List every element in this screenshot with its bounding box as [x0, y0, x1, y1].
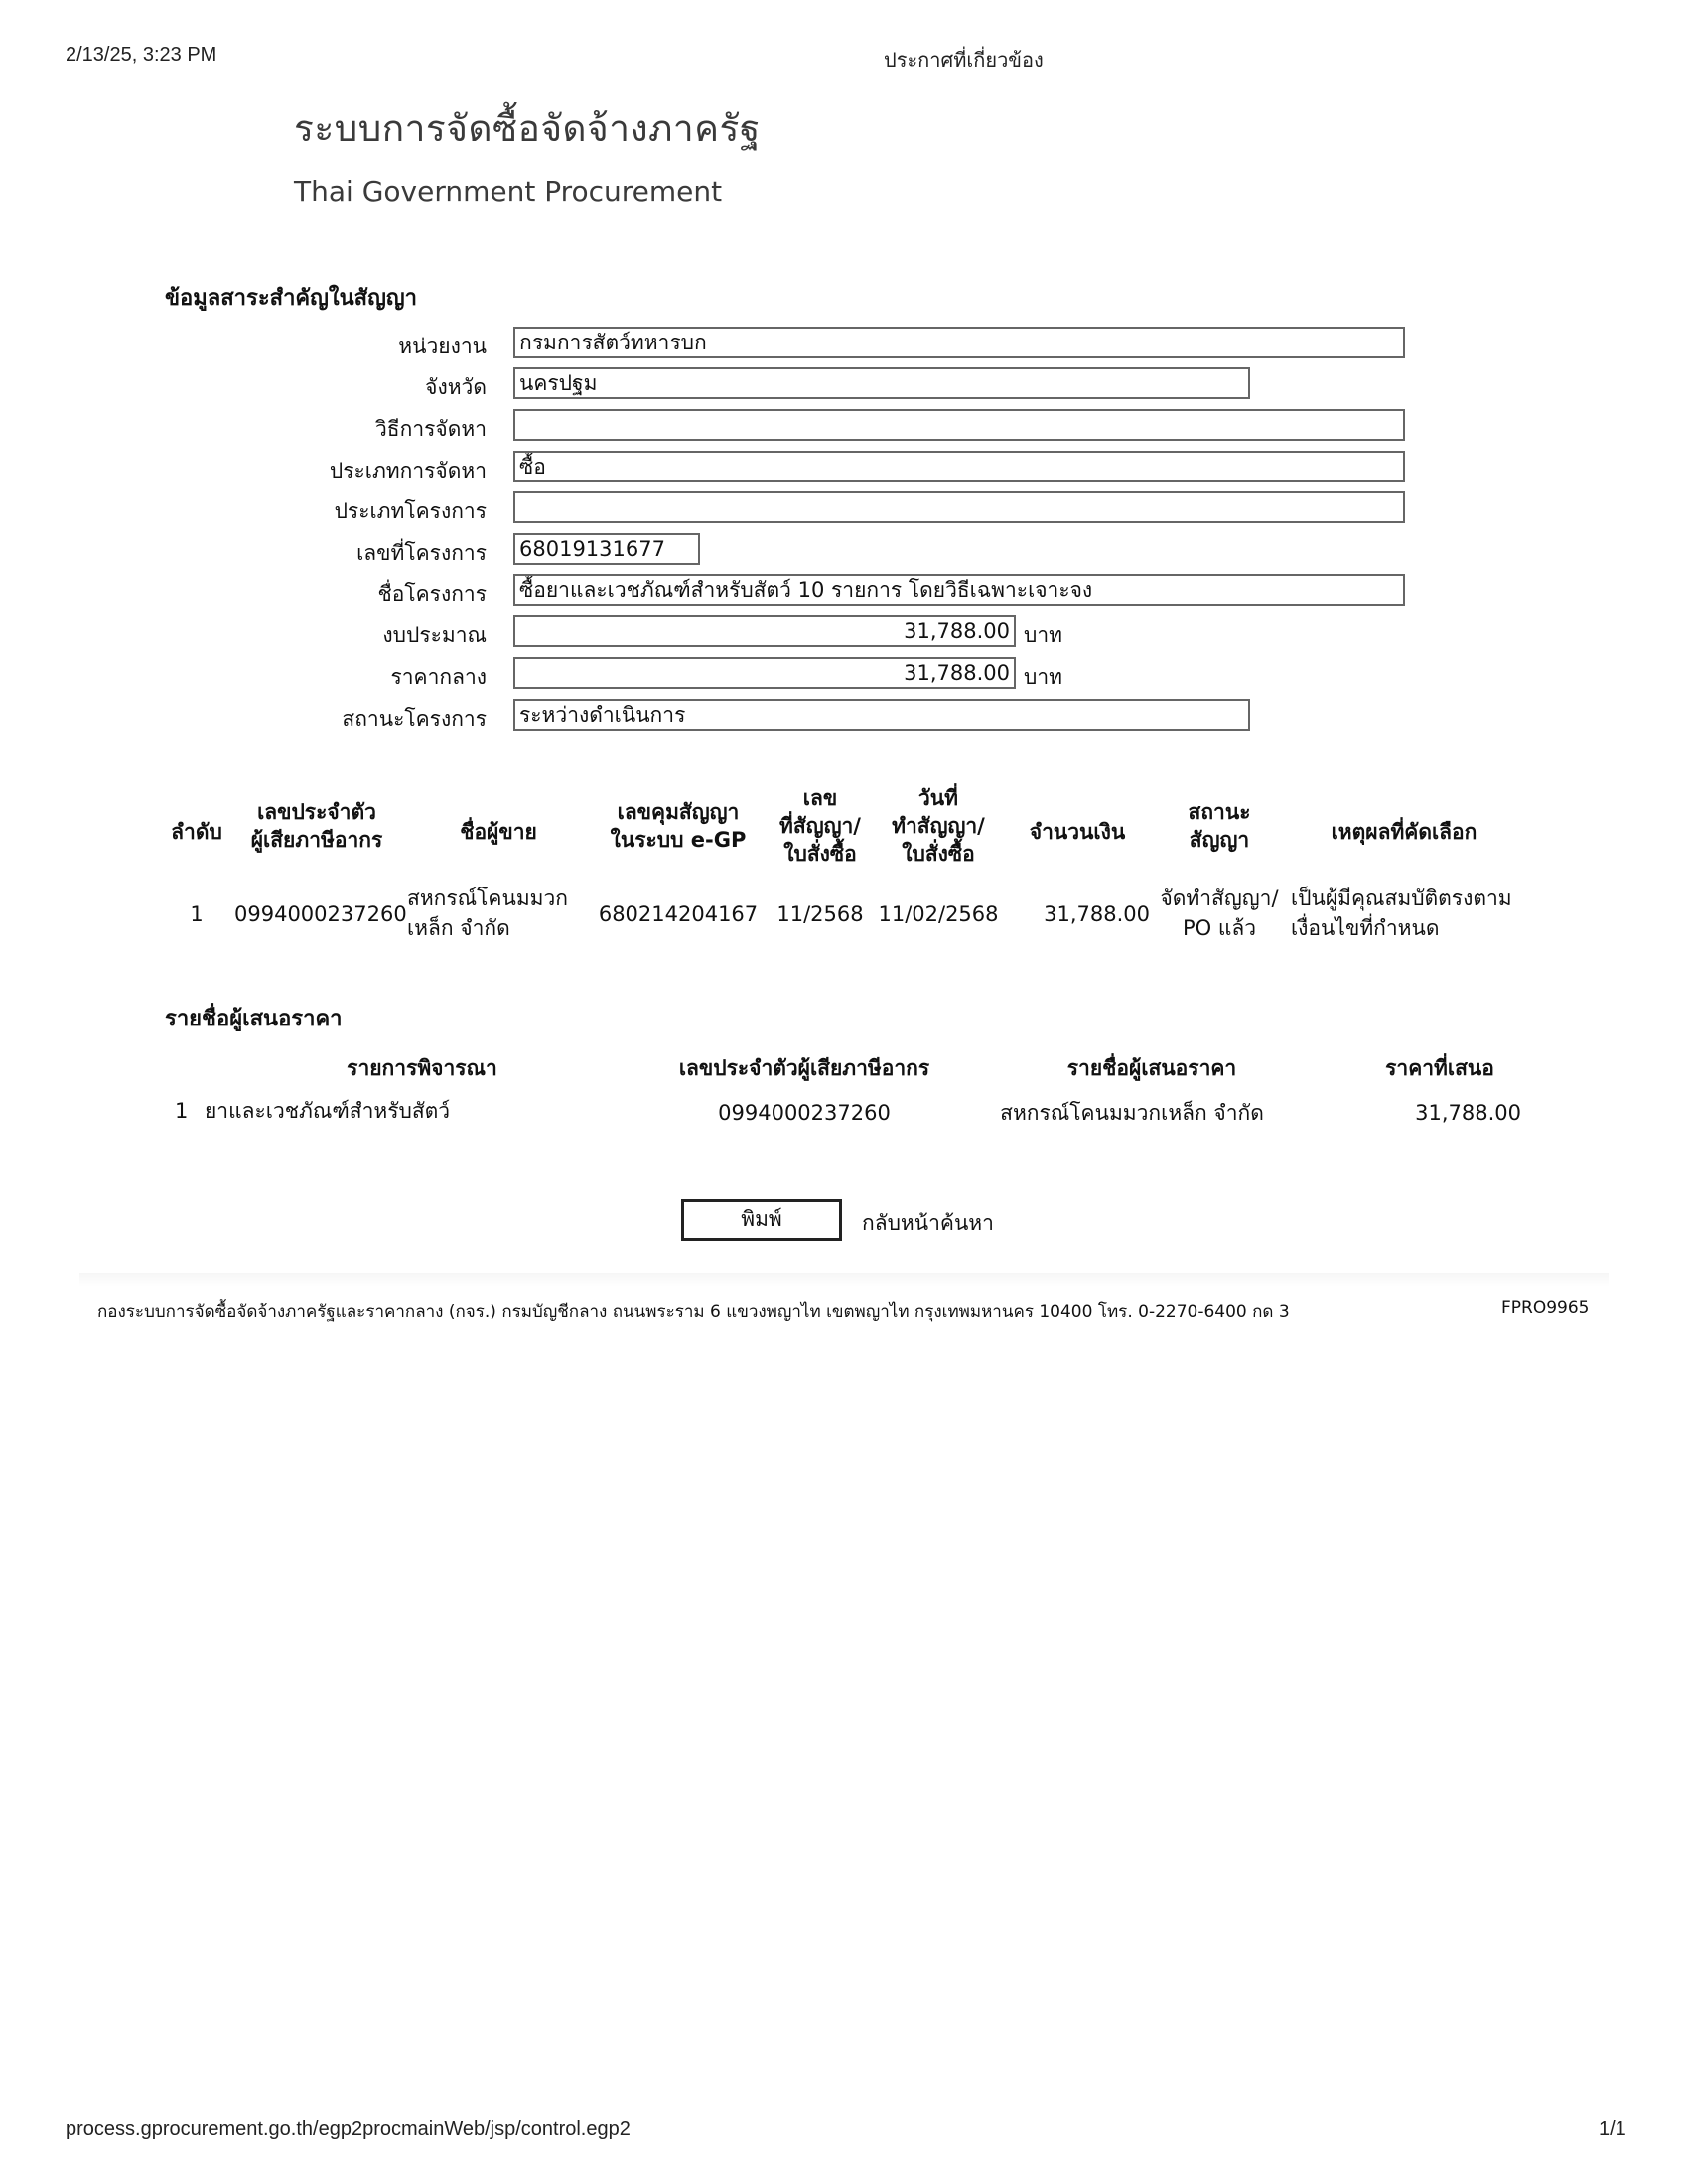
cell-contract-no: 11/2568	[776, 902, 864, 926]
col-header-contract-no: เลข ที่สัญญา/ ใบสั่งซื้อ	[779, 786, 861, 866]
median-price-field: 31,788.00	[513, 657, 1016, 689]
cell-no: 1	[190, 902, 204, 926]
col-header-item: รายการพิจารณา	[347, 1056, 497, 1080]
col-header-tax-id: เลขประจำตัว ผู้เสียภาษีอากร	[250, 800, 383, 852]
procurement-method-field	[513, 409, 1405, 441]
cell-contract-date: 11/02/2568	[878, 902, 999, 926]
budget-field: 31,788.00	[513, 615, 1016, 647]
footer-divider	[79, 1273, 1609, 1287]
cell-amount: 31,788.00	[1044, 902, 1150, 926]
cell-price: 31,788.00	[1415, 1101, 1521, 1125]
field-label: วิธีการจัดหา	[375, 417, 487, 441]
footer-code: FPRO9965	[1501, 1298, 1590, 1318]
procurement-type-field: ซื้อ	[513, 451, 1405, 482]
field-label: ประเภทการจัดหา	[329, 459, 487, 482]
cell-tax-id: 0994000237260	[234, 902, 407, 926]
print-page-number: 1/1	[1599, 2118, 1626, 2140]
summary-section-title: ข้อมูลสาระสำคัญในสัญญา	[165, 286, 417, 311]
col-header-amount: จำนวนเงิน	[1029, 820, 1126, 844]
budget-unit: บาท	[1024, 623, 1062, 647]
brand-title-th: ระบบการจัดซื้อจัดจ้างภาครัฐ	[294, 107, 761, 150]
col-header-contract-date: วันที่ ทำสัญญา/ ใบสั่งซื้อ	[892, 786, 985, 866]
field-label: จังหวัด	[425, 375, 487, 399]
project-status-field: ระหว่างดำเนินการ	[513, 699, 1250, 731]
cell-egp-no: 680214204167	[598, 902, 759, 926]
cell-vendor: สหกรณ์โคนมมวก เหล็ก จำกัด	[407, 887, 569, 940]
col-header-tax-id: เลขประจำตัวผู้เสียภาษีอากร	[678, 1056, 930, 1080]
back-to-search-link[interactable]: กลับหน้าค้นหา	[862, 1211, 994, 1235]
median-price-unit: บาท	[1024, 665, 1062, 689]
col-header-no: ลำดับ	[171, 820, 222, 844]
field-label: งบประมาณ	[382, 623, 487, 647]
project-type-field	[513, 491, 1405, 523]
cell-bidder: สหกรณ์โคนมมวกเหล็ก จำกัด	[1000, 1101, 1264, 1125]
footer-address: กองระบบการจัดซื้อจัดจ้างภาครัฐและราคากลาง (กจร.) กรมบัญชีกลาง ถนนพระราม 6 แขวงพญาไท เขตพญาไท กรุงเทพมหานคร 10400 โทร. 0-2270-6400 กด 3	[97, 1302, 1290, 1322]
col-header-status: สถานะ สัญญา	[1188, 800, 1251, 852]
cell-status: จัดทำสัญญา/ PO แล้ว	[1160, 887, 1279, 940]
cell-reason: เป็นผู้มีคุณสมบัติตรงตาม เงื่อนไขที่กำหนด	[1291, 887, 1512, 940]
print-doc-title: ประกาศที่เกี่ยวข้อง	[884, 50, 1044, 71]
field-label: ชื่อโครงการ	[377, 582, 487, 606]
cell-item: ยาและเวชภัณฑ์สำหรับสัตว์	[205, 1099, 451, 1123]
col-header-reason: เหตุผลที่คัดเลือก	[1331, 820, 1477, 844]
field-label: สถานะโครงการ	[342, 707, 487, 731]
print-button[interactable]: พิมพ์	[681, 1199, 842, 1241]
cell-tax-id: 0994000237260	[718, 1101, 891, 1125]
bidders-section-title: รายชื่อผู้เสนอราคา	[165, 1007, 343, 1031]
cell-no: 1	[175, 1099, 189, 1123]
print-datetime: 2/13/25, 3:23 PM	[66, 44, 217, 66]
field-label: เลขที่โครงการ	[356, 541, 487, 565]
col-header-bidder: รายชื่อผู้เสนอราคา	[1066, 1056, 1237, 1080]
field-label: หน่วยงาน	[398, 335, 487, 358]
field-label: ราคากลาง	[390, 665, 487, 689]
province-field: นครปฐม	[513, 367, 1250, 399]
col-header-price: ราคาที่เสนอ	[1385, 1056, 1494, 1080]
project-name-field: ซื้อยาและเวชภัณฑ์สำหรับสัตว์ 10 รายการ โดยวิธีเฉพาะเจาะจง	[513, 574, 1405, 606]
brand-title-en: Thai Government Procurement	[294, 175, 723, 207]
project-number-field: 68019131677	[513, 533, 700, 565]
field-label: ประเภทโครงการ	[334, 499, 487, 523]
print-url: process.gprocurement.go.th/egp2procmainWeb/jsp/control.egp2	[66, 2118, 631, 2140]
agency-field: กรมการสัตว์ทหารบก	[513, 327, 1405, 358]
col-header-egp-no: เลขคุมสัญญา ในระบบ e-GP	[610, 800, 747, 852]
col-header-vendor: ชื่อผู้ขาย	[460, 820, 537, 844]
